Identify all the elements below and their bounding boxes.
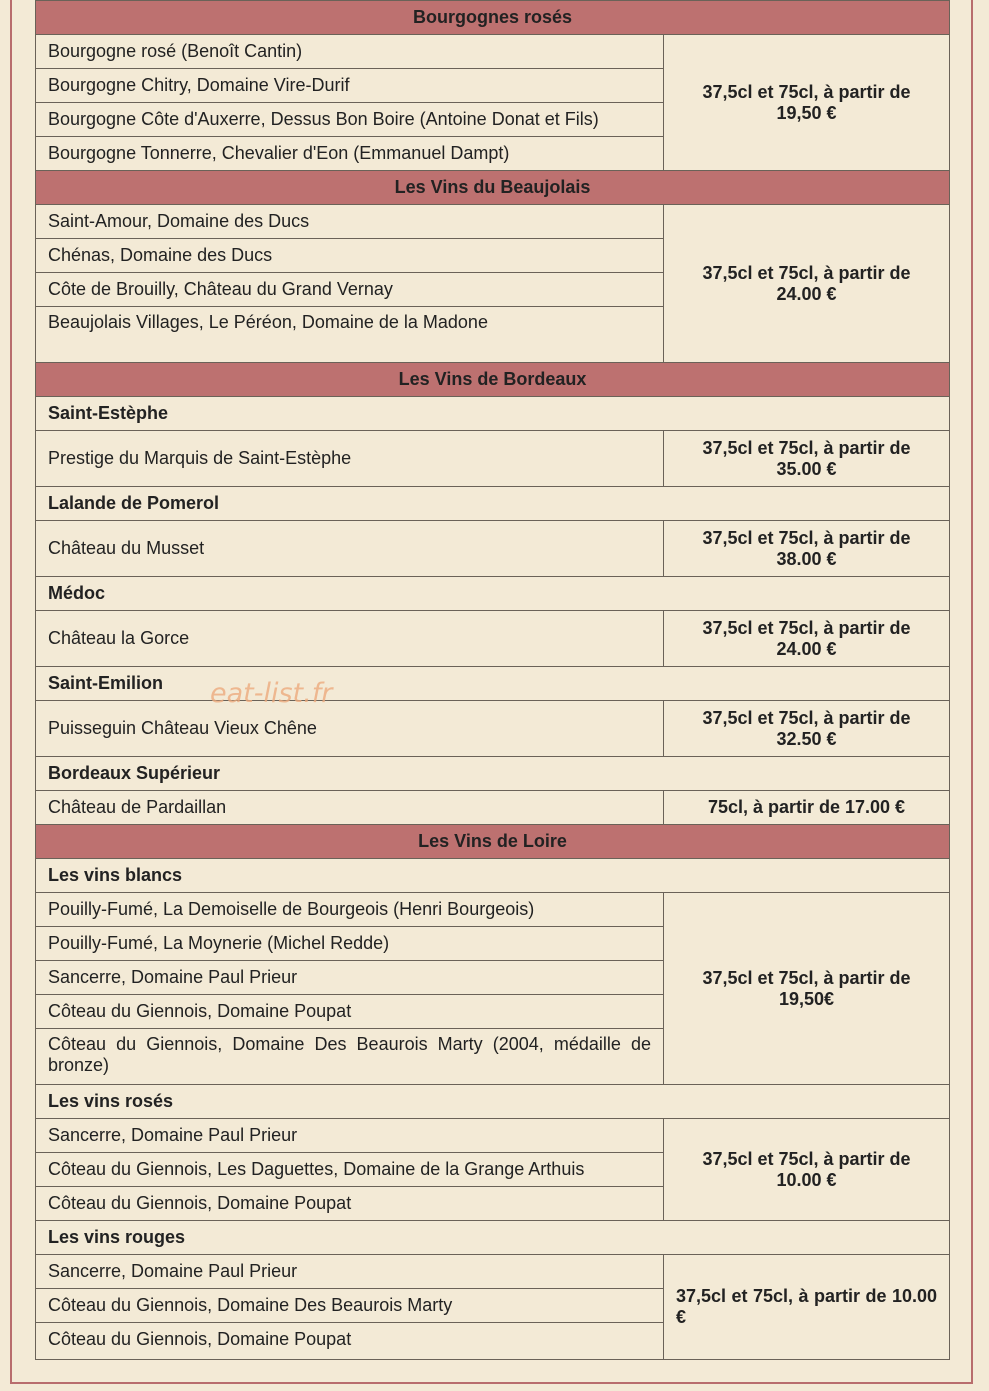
wine-name: Côteau du Giennois, Domaine Poupat — [36, 995, 664, 1029]
price-cell: 37,5cl et 75cl, à partir de 38.00 € — [664, 521, 950, 577]
category-name: Les vins blancs — [36, 859, 950, 893]
appellation-row — [36, 577, 950, 611]
appellation-name: Lalande de Pomerol — [36, 487, 950, 521]
wine-row — [36, 791, 950, 825]
wine-name: Côteau du Giennois, Les Daguettes, Domaine de la Grange Arthuis — [36, 1153, 664, 1187]
wine-name: Côteau du Giennois, Domaine Poupat — [36, 1323, 664, 1360]
price-cell: 37,5cl et 75cl, à partir de 24.00 € — [664, 611, 950, 667]
appellation-row — [36, 487, 950, 521]
appellation-row — [36, 757, 950, 791]
wine-name: Prestige du Marquis de Saint-Estèphe — [36, 431, 664, 487]
price-cell: 37,5cl et 75cl, à partir de 19,50€ — [664, 893, 950, 1085]
wine-name: Château la Gorce — [36, 611, 664, 667]
category-name: Les vins rosés — [36, 1085, 950, 1119]
appellation-name: Bordeaux Supérieur — [36, 757, 950, 791]
wine-row — [36, 35, 950, 69]
wine-row — [36, 611, 950, 667]
wine-row — [36, 431, 950, 487]
category-row — [36, 1085, 950, 1119]
appellation-row — [36, 397, 950, 431]
appellation-name: Médoc — [36, 577, 950, 611]
price-cell: 37,5cl et 75cl, à partir de 10.00 € — [664, 1255, 950, 1360]
wine-name: Beaujolais Villages, Le Péréon, Domaine de la Madone — [36, 307, 664, 363]
price-cell: 75cl, à partir de 17.00 € — [664, 791, 950, 825]
section-title: Les Vins du Beaujolais — [36, 171, 950, 205]
section-header-loire — [36, 825, 950, 859]
price-cell: 37,5cl et 75cl, à partir de 24.00 € — [664, 205, 950, 363]
wine-name: Côteau du Giennois, Domaine Poupat — [36, 1187, 664, 1221]
section-header-bordeaux — [36, 363, 950, 397]
wine-row — [36, 1255, 950, 1289]
category-name: Les vins rouges — [36, 1221, 950, 1255]
wine-row — [36, 521, 950, 577]
wine-name: Pouilly-Fumé, La Demoiselle de Bourgeois (Henri Bourgeois) — [36, 893, 664, 927]
wine-name: Pouilly-Fumé, La Moynerie (Michel Redde) — [36, 927, 664, 961]
section-title: Les Vins de Bordeaux — [36, 363, 950, 397]
price-cell: 37,5cl et 75cl, à partir de 19,50 € — [664, 35, 950, 171]
section-header-bourgogne-roses — [36, 1, 950, 35]
wine-name: Bourgogne Tonnerre, Chevalier d'Eon (Emmanuel Dampt) — [36, 137, 664, 171]
appellation-name: Saint-Estèphe — [36, 397, 950, 431]
appellation-row — [36, 667, 950, 701]
wine-name: Sancerre, Domaine Paul Prieur — [36, 961, 664, 995]
wine-name: Côte de Brouilly, Château du Grand Vernay — [36, 273, 664, 307]
watermark-text: eat-list.fr — [210, 678, 333, 709]
wine-menu-table — [35, 0, 950, 1360]
price-cell: 37,5cl et 75cl, à partir de 32.50 € — [664, 701, 950, 757]
section-title: Les Vins de Loire — [36, 825, 950, 859]
wine-row — [36, 1119, 950, 1153]
wine-name: Bourgogne Chitry, Domaine Vire-Durif — [36, 69, 664, 103]
wine-name: Côteau du Giennois, Domaine Des Beaurois Marty — [36, 1289, 664, 1323]
category-row — [36, 859, 950, 893]
wine-name: Saint-Amour, Domaine des Ducs — [36, 205, 664, 239]
wine-name: Sancerre, Domaine Paul Prieur — [36, 1119, 664, 1153]
section-title: Bourgognes rosés — [36, 1, 950, 35]
wine-name: Puisseguin Château Vieux Chêne — [36, 701, 664, 757]
category-row — [36, 1221, 950, 1255]
wine-name: Bourgogne Côte d'Auxerre, Dessus Bon Boire (Antoine Donat et Fils) — [36, 103, 664, 137]
wine-row — [36, 205, 950, 239]
wine-name: Château de Pardaillan — [36, 791, 664, 825]
wine-name: Château du Musset — [36, 521, 664, 577]
price-cell: 37,5cl et 75cl, à partir de 10.00 € — [664, 1119, 950, 1221]
appellation-name: Saint-Emilion — [36, 667, 950, 701]
section-header-beaujolais — [36, 171, 950, 205]
wine-name: Bourgogne rosé (Benoît Cantin) — [36, 35, 664, 69]
wine-row — [36, 893, 950, 927]
wine-name: Côteau du Giennois, Domaine Des Beaurois Marty (2004, médaille de bronze) — [36, 1029, 664, 1085]
wine-name: Chénas, Domaine des Ducs — [36, 239, 664, 273]
price-cell: 37,5cl et 75cl, à partir de 35.00 € — [664, 431, 950, 487]
wine-row — [36, 701, 950, 757]
wine-name: Sancerre, Domaine Paul Prieur — [36, 1255, 664, 1289]
